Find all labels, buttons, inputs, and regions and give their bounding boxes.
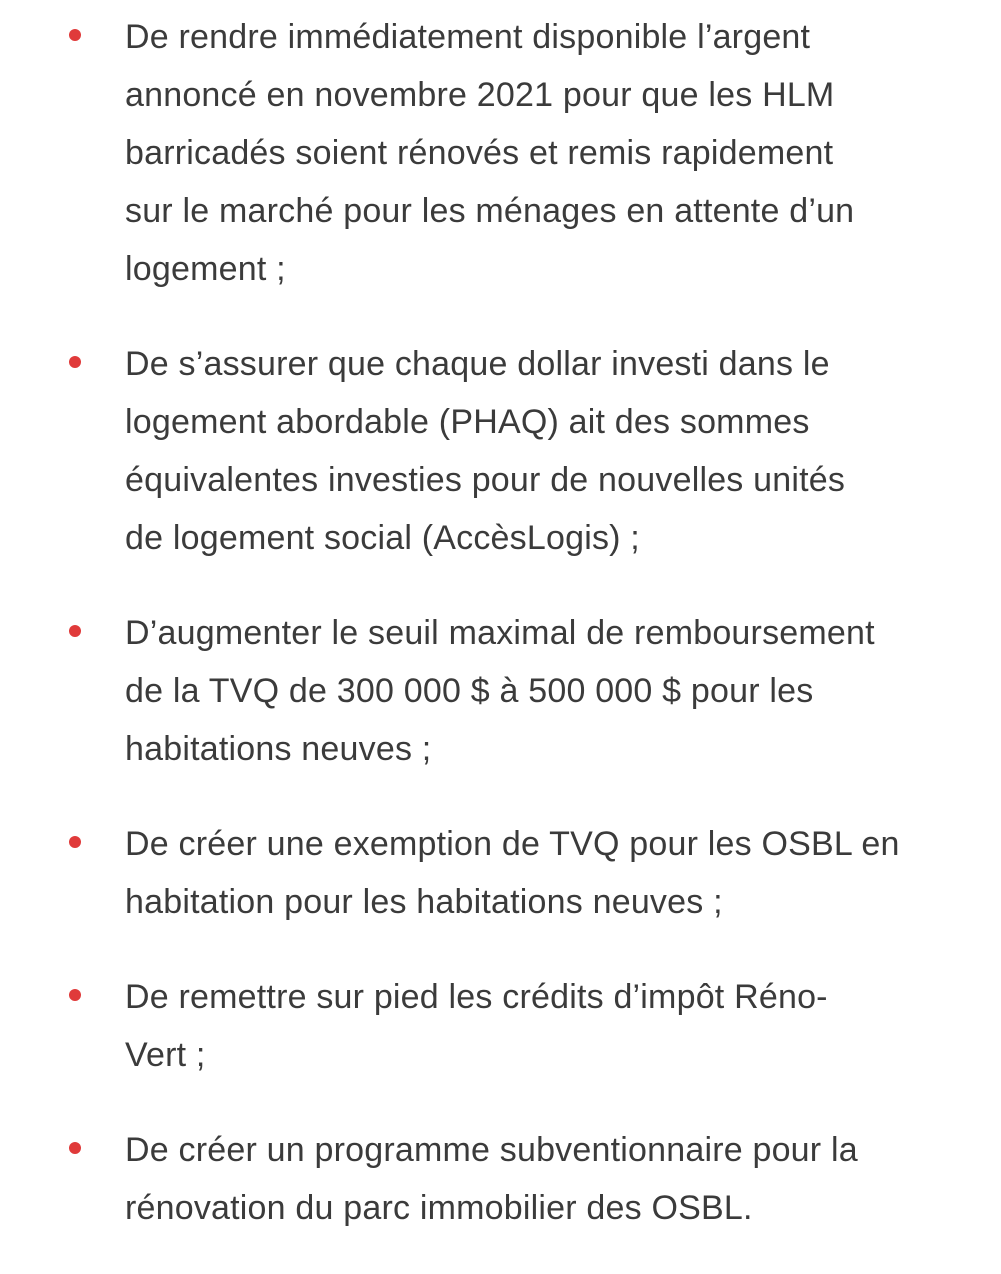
list-item-line: De créer un programme subventionnaire pour la [125,1131,858,1169]
list-item-line: D’augmenter le seuil maximal de remboursement [125,614,875,652]
list-item [0,335,1001,567]
list-item-line: équivalentes investies pour de nouvelles unités [125,461,846,499]
list-item-line: logement ; [125,250,286,288]
list-item [0,1121,1001,1237]
list-item-line: De remettre sur pied les crédits d’impôt Réno- [125,978,828,1016]
list-item-line: barricadés soient rénovés et remis rapidement [125,134,834,172]
list-item-line: De rendre immédiatement disponible l’argent [125,18,811,56]
list-item-line: habitation pour les habitations neuves ; [125,883,723,921]
list-item-line: De s’assurer que chaque dollar investi dans le [125,345,830,383]
bullet-dot-icon [69,356,81,368]
list-item-line: de logement social (AccèsLogis) ; [125,519,640,557]
list-item [0,815,1001,931]
list-item-line: habitations neuves ; [125,730,432,768]
bullet-dot-icon [69,1142,81,1154]
list-item-line: annoncé en novembre 2021 pour que les HLM [125,76,835,114]
bullet-dot-icon [69,836,81,848]
list-item-line: Vert ; [125,1036,206,1074]
list-item-line: sur le marché pour les ménages en attente d’un [125,192,855,230]
list-item-line: De créer une exemption de TVQ pour les OSBL en [125,825,900,863]
list-item-line: logement abordable (PHAQ) ait des sommes [125,403,810,441]
list-item [0,8,1001,298]
bullet-dot-icon [69,625,81,637]
bullet-dot-icon [69,29,81,41]
list-item-line: de la TVQ de 300 000 $ à 500 000 $ pour les [125,672,814,710]
bullet-list [0,8,1001,1274]
list-item-line: rénovation du parc immobilier des OSBL. [125,1189,753,1227]
list-item [0,604,1001,778]
bullet-dot-icon [69,989,81,1001]
list-item [0,968,1001,1084]
